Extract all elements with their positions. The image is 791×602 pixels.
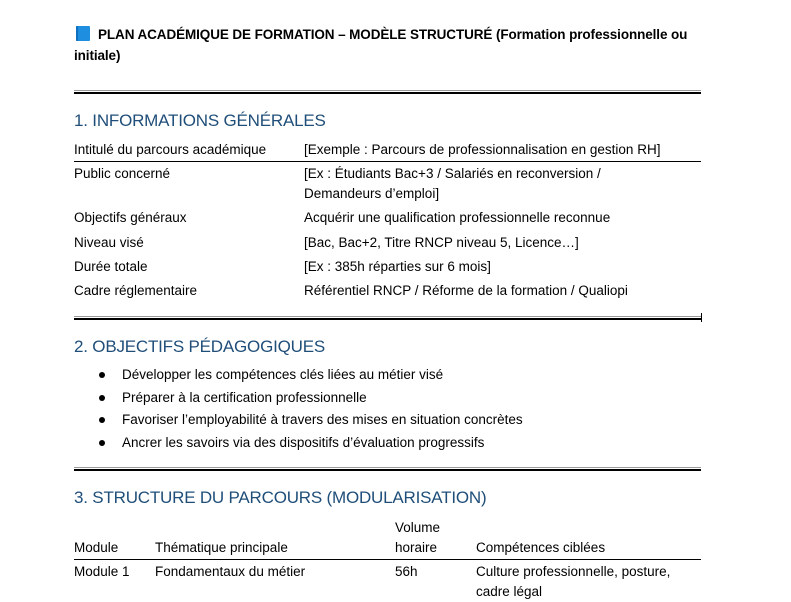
list-item-text: Favoriser l’employabilité à travers des mises en situation concrètes [122,412,523,427]
table-header-rule [74,559,701,560]
column-header-theme: Thématique principale [155,540,288,555]
bullet-icon [99,417,105,423]
info-value: [Ex : 385h réparties sur 6 mois] [304,259,491,274]
title-line-1: PLAN ACADÉMIQUE DE FORMATION – MODÈLE STRUCTURÉ (Formation professionnelle ou [98,27,688,42]
section-divider [74,467,701,471]
section-divider [74,316,701,320]
document-title [74,24,714,66]
list-item-text: Ancrer les savoirs via des dispositifs d’évaluation progressifs [122,434,485,450]
table-header-rule [74,161,701,162]
column-header-module: Module [74,540,119,555]
info-value: [Bac, Bac+2, Titre RNCP niveau 5, Licence…] [304,235,579,250]
info-value-line: Demandeurs d’emploi] [304,186,440,201]
info-value-line: [Ex : Étudiants Bac+3 / Salariés en reconversion / [304,166,601,181]
info-label: Objectifs généraux [74,210,187,225]
cell-module: Module 1 [74,564,130,579]
info-value: [Exemple : Parcours de professionnalisation en gestion RH] [304,142,661,157]
list-item [74,364,523,387]
column-header-skills: Compétences ciblées [476,540,606,555]
info-label: Intitulé du parcours académique [74,142,267,157]
section-2-heading: 2. OBJECTIFS PÉDAGOGIQUES [74,337,325,356]
list-item-text: Développer les compétences clés liées au métier visé [122,367,444,382]
column-header-volume [395,518,440,558]
section-divider [74,90,701,94]
bullet-icon [99,395,105,401]
cell-skills [476,562,670,602]
section-1-heading: 1. INFORMATIONS GÉNÉRALES [74,111,326,130]
info-value: Référentiel RNCP / Réforme de la formation / Qualiopi [304,283,628,298]
column-header-line: Volume [395,520,441,535]
info-value: Acquérir une qualification professionnelle reconnue [304,210,611,225]
info-value [304,164,704,204]
title-line-2: initiale) [74,48,121,63]
list-item [74,409,523,432]
bullet-icon [99,372,105,378]
list-item-text: Préparer à la certification professionnelle [122,389,367,405]
list-item [74,387,523,410]
cell-volume: 56h [395,564,418,579]
info-label: Public concerné [74,166,171,181]
objectives-list [74,364,523,454]
info-label: Niveau visé [74,235,144,250]
bullet-icon [99,440,105,446]
blue-book-icon [76,26,90,41]
column-header-line: horaire [395,540,438,555]
list-item [74,432,523,455]
cell-theme: Fondamentaux du métier [155,564,306,579]
cell-line: cadre légal [476,584,543,599]
cell-line: Culture professionnelle, posture, [476,564,671,579]
section-3-heading: 3. STRUCTURE DU PARCOURS (MODULARISATION) [74,488,487,507]
info-label: Durée totale [74,259,148,274]
info-label: Cadre réglementaire [74,283,198,298]
